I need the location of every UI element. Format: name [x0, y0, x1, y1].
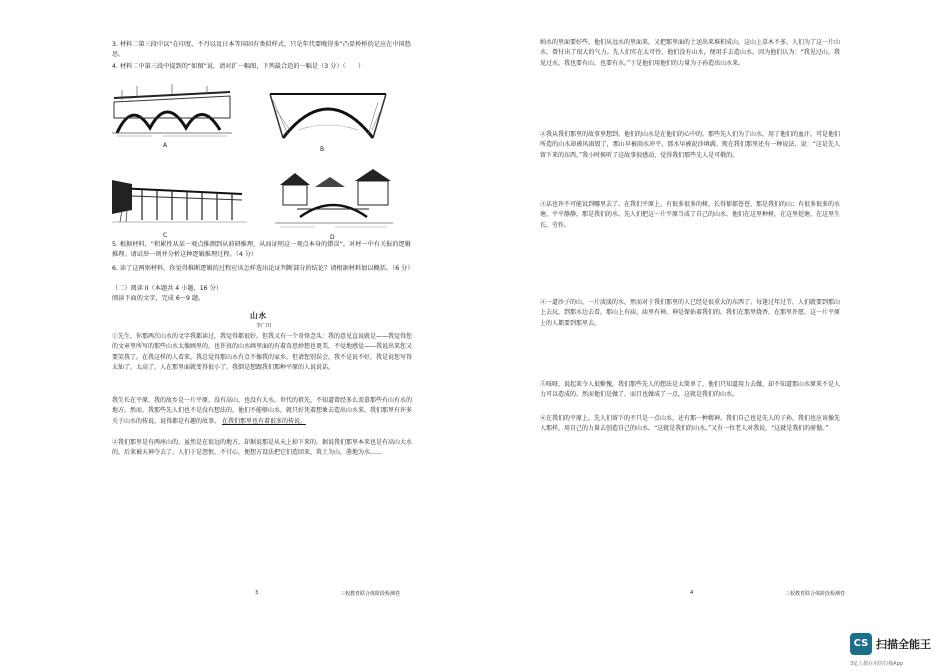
scanner-app-tagline: 3亿人都在用的扫描App	[850, 661, 903, 667]
right-paragraph-3: ③话也许不可能说到哪里去了。在我们平原上，有很多很多的树，长得郁郁苍苍，那是我们的山；有很多很多的水塘，平平静静，那是我们的水。先人们把这一片平原当成了自己的山水，他们在这里种树，在这里挖塘，在这里生长、劳作。	[540, 201, 840, 229]
question-3: 3. 材料二第三段中以“在印度、不丹以及日本等国固有类似样式，只是年代要晚得多”凸显桥桥的记应在中国悠思。	[112, 41, 411, 58]
essay-title: 山水	[250, 311, 267, 320]
footer-label-right: 三校教育联合体阶段检测卷	[785, 591, 846, 597]
scanner-watermark	[850, 630, 940, 670]
caption-c: C	[163, 232, 168, 239]
bridge-image-c	[112, 170, 247, 228]
underlined-sentence: 在我们那里也有着很多的传说。	[221, 417, 306, 425]
reading-instruction: 阅读下面的文字，完成 6～9 题。	[112, 295, 205, 302]
cs-logo-icon: CS	[850, 633, 872, 655]
question-4: 4. 材料二中第三段中提到的“如图”说，请对扩一幅图，下列最合适的一幅是（3 分）（ ）	[112, 63, 365, 70]
right-paragraph-4: ④一道沙子的山，一片淡淡的水，然而对于我们那里的人已经是很重大的东西了。每逢过年过节，人们就要到那山上去玩，到那水边去看。那山上有庙，庙里有神，神是保佑着我们的。我们在那里烧香，在那里许愿，这一片平原上的人都要到那里去。	[540, 299, 840, 327]
bridge-image-b	[268, 80, 388, 140]
bridge-image-d	[275, 165, 393, 231]
right-paragraph-5: ⑤咳呀，说起来令人很惭愧，我们那些先人的想法是太简单了，他们只知道用力去做，却不知道那山水原来不是人力可以造成的。然而他们是做了，而且也做成了一点，这就是我们的山水。	[540, 381, 840, 399]
scanner-app-name: 扫描全能王	[876, 638, 931, 651]
right-paragraph-1: 纳水的里面要好些，他们从远水的里面来，又把那里面的土送出来堆积成山，这山上草木不多。人们为了这一片山水，曾付出了很大的气力。先人们实在太可怜，他们没有山水，便用手去造山水，因为他们认为：“我见过山，我见过水，我也要有山，也要有水。”于是他们用他们的力量为子孙造出山水来。	[540, 39, 840, 67]
paragraph-1-text: 我生长在平原，我的故乡是一片平原，没有高山，也没有大水。世代的祖先，不知道曾经多么羡慕那些有山有水的地方。然而，我那些先人们也不是没有想法的，他们不能够山水，就只好凭着想象去造出山水来。我们那里有许多关于山水的传说，说得都是有趣的故事。	[112, 397, 412, 425]
page-number-right: 4	[690, 590, 694, 596]
paragraph-1: ①先生，你那两次山水的文字我都读过，我觉得都很好。但我又有一个奇怪念头：我的意见直说就是——我觉得您的文章里所写的那些山水太像画里的，也许真的山水画里面的有着奇思妙想也更美，不觉地感觉——我说出来您又要笑我了。在我这样的人看来，我总觉得那山水有点不像我的家乡。但请您别误会，我不是说不好，我是说您写得太仙了，太高了，人在那里面就变得很小了。我倒是想跟我们那种平原的人说说话。	[112, 333, 412, 372]
right-paragraph-2: ②我从我们那里的故事里想到，他们的山水是在他们的心中的。那些先人们为了山水，用了他们的血汗，可是他们所造的山水却被风雨毁了，那山早被雨水冲平，那水早被泥沙填满。现在我们那里还有一种说法，说：“这是先人留下来的东西。”我小时候听了这故事很感动，觉得我们那些先人是可敬的。	[540, 131, 840, 159]
caption-b: B	[320, 146, 325, 153]
question-6: 6. 读了这两则材料，你觉得推断逻辑的过程应该怎样选出论证判断部分的结论？请根据材料加以概括。（6 分）	[112, 265, 414, 272]
page-number-left: 3	[255, 590, 259, 596]
right-page	[475, 0, 950, 672]
caption-a: A	[163, 142, 168, 149]
right-paragraph-6: ⑥在我们的平原上，先人们留下的不只是一点山水，还有那一种精神。我们自己也是先人的子孙，我们也应该像先人那样，用自己的力量去创造自己的山水。“这就是我们的山水。”又有一位老人对我说，“这就是我们的骄傲。”	[540, 415, 840, 433]
paragraph-1-cont	[112, 396, 412, 426]
section-heading: （二）阅读 II（本题共 4 小题，16 分）	[112, 285, 222, 292]
bridge-image-a	[112, 78, 232, 138]
question-5: 5. 根据材料，“积累性从某一观点推测到从前研推理，从而证明这一观点本身的错误”。对材一中有关报的逻辑推理。请试举一则并分析这种逻辑推理过程。（4 分）	[112, 241, 411, 258]
caption-d: D	[330, 234, 335, 241]
footer-label-left: 三校教育联合体阶段检测卷	[340, 591, 401, 597]
essay-author: 李广田	[256, 323, 272, 329]
paragraph-2: ②我们那里是有两座山的，虽然是在很远的地方，却据说那是从天上掉下来的。据说我们那里本来也是有高山大水的，后来被天神夺去了。人们于是怨恨，不甘心，便想方设法把它们造回来，筑土为山，凿地为水……	[112, 439, 412, 457]
